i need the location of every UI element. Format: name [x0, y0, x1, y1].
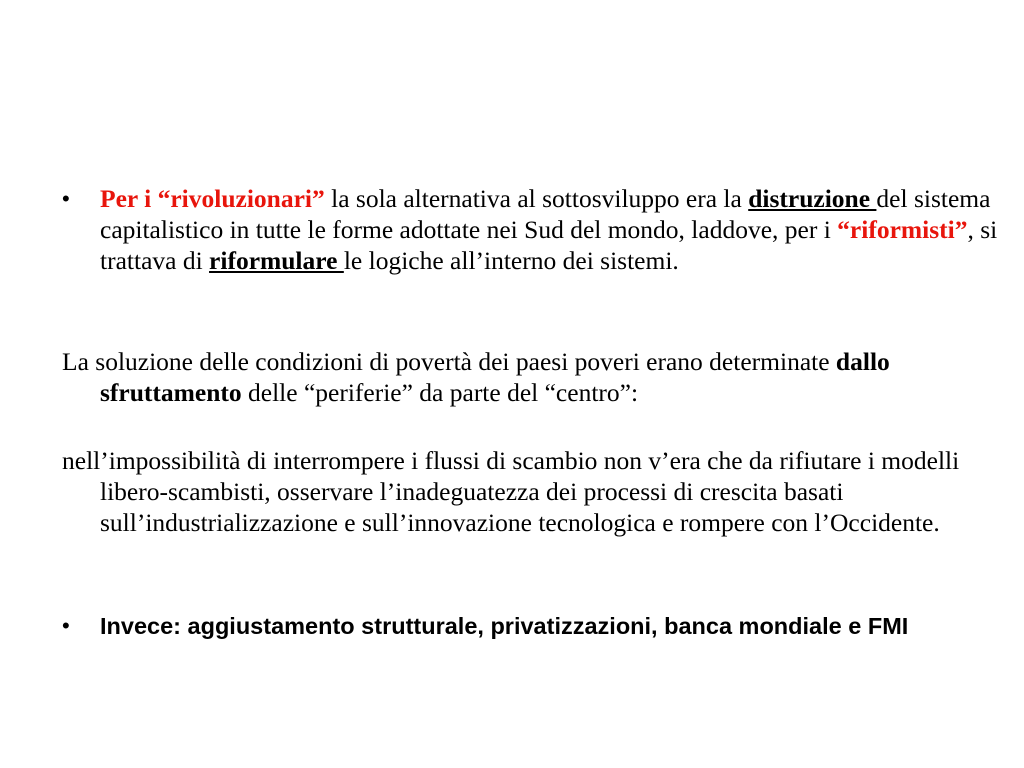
- paragraph-impossibility: [62, 445, 1010, 538]
- text-span: del sistema capitalistico in tutte le forme adottate nei Sud del mondo, laddove, per i: [100, 184, 991, 244]
- paragraph-poverty: [62, 346, 1010, 408]
- bullet-icon: •: [62, 186, 70, 211]
- emphasis-distruzione: distruzione: [748, 184, 877, 213]
- text-span: delle “periferie” da parte del “centro”:: [241, 378, 639, 407]
- emphasis-sfruttamento: dallo sfruttamento: [100, 347, 890, 407]
- text-span: , si trattava di: [100, 215, 998, 275]
- text-span: la sola alternativa al sottosviluppo era la: [324, 184, 749, 213]
- highlight-riformisti: “riformisti”: [837, 215, 968, 244]
- bullet-icon: •: [62, 613, 70, 638]
- text-span: La soluzione delle condizioni di povertà dei paesi poveri erano determinate: [62, 347, 836, 376]
- text-span: nell’impossibilità di interrompere i flussi di scambio non v’era che da rifiutare i modelli libero-scambisti, osservare l’inadeguatezza dei processi di crescita basati sull’industrializzazione e sull’innovazione tecnologica e rompere con l’Occidente.: [62, 446, 960, 537]
- bullet-paragraph-revolutionaries: [62, 183, 1010, 276]
- instead-text: Invece: aggiustamento strutturale, privatizzazioni, banca mondiale e FMI: [100, 613, 909, 639]
- highlight-rivoluzionari: Per i “rivoluzionari”: [100, 184, 325, 213]
- emphasis-riformulare: riformulare: [209, 246, 344, 275]
- bullet-paragraph-instead: [62, 610, 1010, 642]
- text-span: le logiche all’interno dei sistemi.: [343, 246, 679, 275]
